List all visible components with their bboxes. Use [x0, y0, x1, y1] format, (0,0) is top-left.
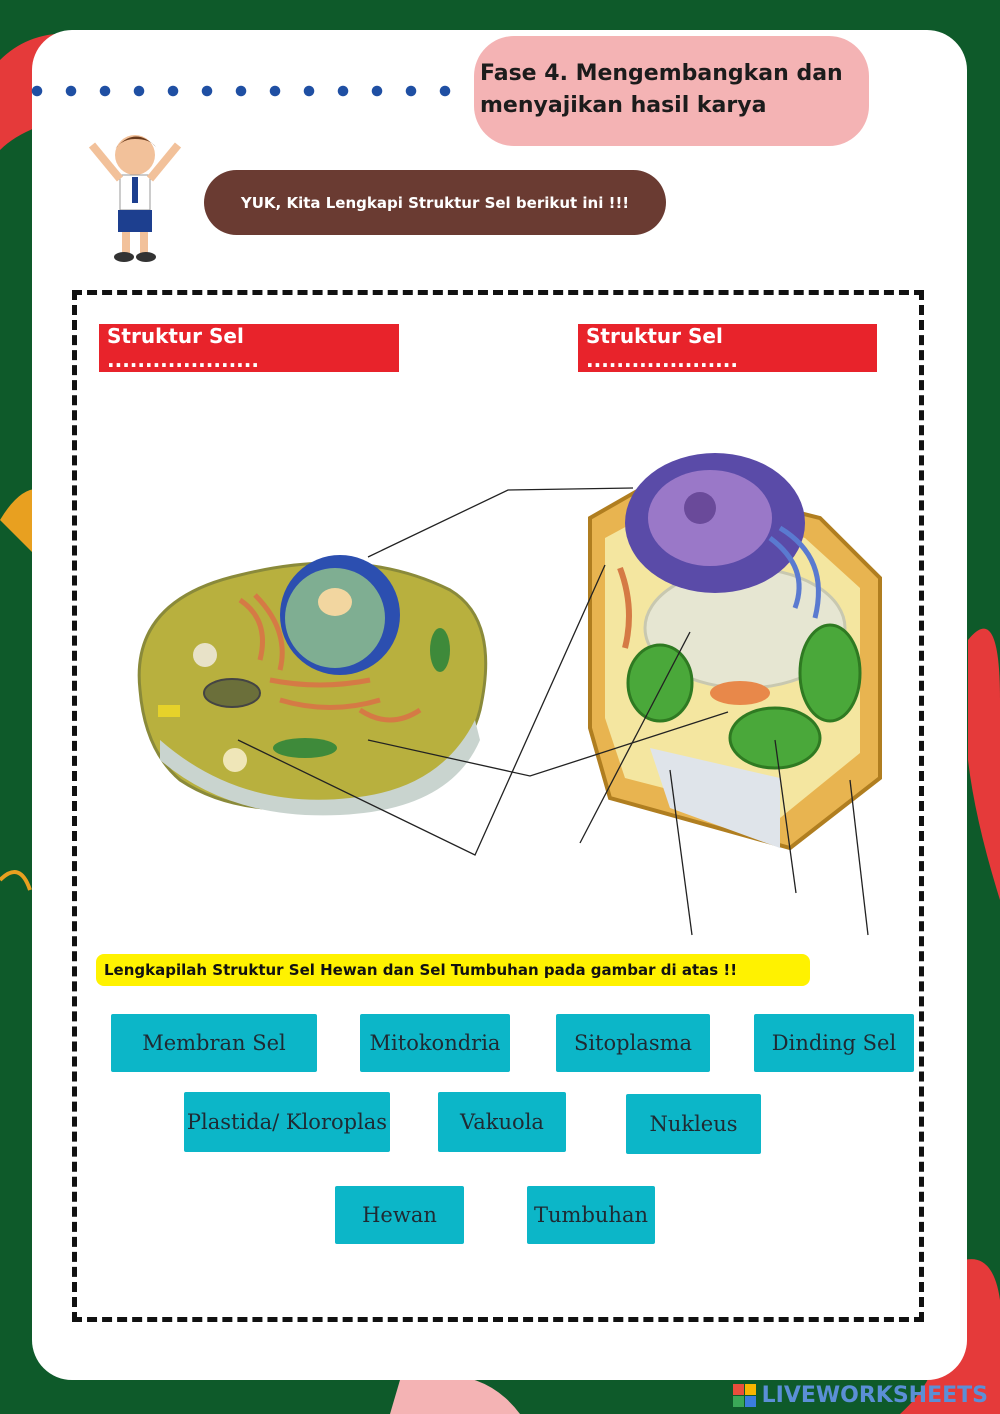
- chip-mitokondria[interactable]: Mitokondria: [360, 1014, 510, 1072]
- chip-sitoplasma[interactable]: Sitoplasma: [556, 1014, 710, 1072]
- liveworksheets-watermark: [733, 1383, 988, 1408]
- liveworksheets-logo-icon: [733, 1384, 756, 1407]
- chip-membran-sel[interactable]: Membran Sel: [111, 1014, 317, 1072]
- plant-cell-title-blank[interactable]: Struktur Sel ....................: [578, 324, 877, 372]
- chip-tumbuhan[interactable]: Tumbuhan: [527, 1186, 655, 1244]
- animal-cell-title-blank[interactable]: Struktur Sel ....................: [99, 324, 399, 372]
- phase-line-2: menyajikan hasil karya: [480, 93, 767, 118]
- chip-dinding-sel[interactable]: Dinding Sel: [754, 1014, 914, 1072]
- chip-nukleus[interactable]: Nukleus: [626, 1094, 761, 1154]
- activity-banner: YUK, Kita Lengkapi Struktur Sel berikut ini !!!: [204, 170, 666, 235]
- watermark-text: LIVEWORKSHEETS: [761, 1383, 988, 1408]
- chip-vakuola[interactable]: Vakuola: [438, 1092, 566, 1152]
- chip-hewan[interactable]: Hewan: [335, 1186, 464, 1244]
- phase-line-1: Fase 4. Mengembangkan dan: [480, 61, 843, 86]
- instruction-text: Lengkapilah Struktur Sel Hewan dan Sel Tumbuhan pada gambar di atas !!: [96, 954, 810, 986]
- chip-plastida-kloroplas[interactable]: Plastida/ Kloroplas: [184, 1092, 390, 1152]
